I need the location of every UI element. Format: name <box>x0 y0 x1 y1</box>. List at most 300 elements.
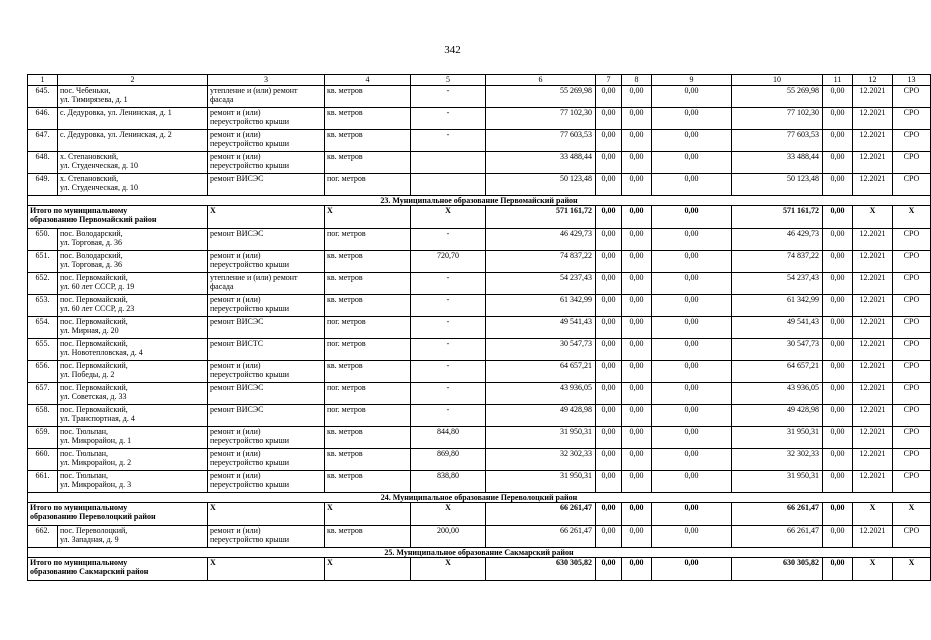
local-budget: 0,00 <box>652 526 732 548</box>
subtotal-quantity: X <box>411 206 486 229</box>
fund-support: 0,00 <box>596 471 622 493</box>
column-header: 13 <box>893 75 931 86</box>
subtotal-owners-funds: 571 161,72 <box>732 206 823 229</box>
work-type: ремонт и (или) переустройство крыши <box>208 108 325 130</box>
specific-cost: 0,00 <box>823 108 853 130</box>
method: СРО <box>893 449 931 471</box>
quantity: - <box>411 339 486 361</box>
work-type: ремонт и (или) переустройство крыши <box>208 449 325 471</box>
table-row <box>28 471 931 493</box>
table-row <box>28 251 931 273</box>
address: пос. Первомайский, ул. Мирная, д. 20 <box>58 317 208 339</box>
column-header: 8 <box>622 75 652 86</box>
budget-subject: 0,00 <box>622 295 652 317</box>
work-type: ремонт и (или) переустройство крыши <box>208 152 325 174</box>
end-date: 12.2021 <box>853 108 893 130</box>
total-cost: 66 261,47 <box>486 526 596 548</box>
owners-funds: 61 342,99 <box>732 295 823 317</box>
total-cost: 33 488,44 <box>486 152 596 174</box>
fund-support: 0,00 <box>596 317 622 339</box>
address: пос. Володарский, ул. Торговая, д. 36 <box>58 229 208 251</box>
owners-funds: 31 950,31 <box>732 427 823 449</box>
work-type: ремонт ВИСЭС <box>208 405 325 427</box>
budget-subject: 0,00 <box>622 361 652 383</box>
quantity: - <box>411 317 486 339</box>
row-number: 647. <box>28 130 58 152</box>
work-type: ремонт и (или) переустройство крыши <box>208 526 325 548</box>
address: пос. Первомайский, ул. 60 лет СССР, д. 19 <box>58 273 208 295</box>
subtotal-fund-support: 0,00 <box>596 206 622 229</box>
quantity: - <box>411 229 486 251</box>
section-heading: 23. Муниципальное образование Первомайский район <box>28 196 931 206</box>
end-date: 12.2021 <box>853 526 893 548</box>
address: с. Дедуровка, ул. Ленинская, д. 1 <box>58 108 208 130</box>
local-budget: 0,00 <box>652 405 732 427</box>
table-row <box>28 108 931 130</box>
specific-cost: 0,00 <box>823 339 853 361</box>
total-cost: 43 936,05 <box>486 383 596 405</box>
row-number: 645. <box>28 86 58 108</box>
owners-funds: 31 950,31 <box>732 471 823 493</box>
end-date: 12.2021 <box>853 130 893 152</box>
work-type: утепление и (или) ремонт фасада <box>208 273 325 295</box>
local-budget: 0,00 <box>652 361 732 383</box>
method: СРО <box>893 86 931 108</box>
local-budget: 0,00 <box>652 229 732 251</box>
work-type: ремонт и (или) переустройство крыши <box>208 130 325 152</box>
end-date: 12.2021 <box>853 339 893 361</box>
table-row <box>28 361 931 383</box>
budget-subject: 0,00 <box>622 339 652 361</box>
specific-cost: 0,00 <box>823 251 853 273</box>
address: х. Степановский, ул. Студенческая, д. 10 <box>58 152 208 174</box>
subtotal-owners-funds: 66 261,47 <box>732 503 823 526</box>
end-date: 12.2021 <box>853 427 893 449</box>
budget-subject: 0,00 <box>622 471 652 493</box>
row-number: 656. <box>28 361 58 383</box>
fund-support: 0,00 <box>596 108 622 130</box>
subtotal-local-budget: 0,00 <box>652 503 732 526</box>
end-date: 12.2021 <box>853 229 893 251</box>
local-budget: 0,00 <box>652 152 732 174</box>
subtotal-total-cost: 571 161,72 <box>486 206 596 229</box>
method: СРО <box>893 251 931 273</box>
table-row <box>28 295 931 317</box>
specific-cost: 0,00 <box>823 152 853 174</box>
total-cost: 46 429,73 <box>486 229 596 251</box>
quantity: - <box>411 108 486 130</box>
budget-subject: 0,00 <box>622 449 652 471</box>
subtotal-total-cost: 66 261,47 <box>486 503 596 526</box>
subtotal-fund-support: 0,00 <box>596 558 622 581</box>
method: СРО <box>893 130 931 152</box>
total-cost: 61 342,99 <box>486 295 596 317</box>
work-type: ремонт ВИСЭС <box>208 174 325 196</box>
method: СРО <box>893 152 931 174</box>
specific-cost: 0,00 <box>823 405 853 427</box>
local-budget: 0,00 <box>652 108 732 130</box>
address: пос. Первомайский, ул. 60 лет СССР, д. 23 <box>58 295 208 317</box>
quantity: - <box>411 361 486 383</box>
subtotal-work-type: X <box>208 206 325 229</box>
column-header: 1 <box>28 75 58 86</box>
owners-funds: 54 237,43 <box>732 273 823 295</box>
specific-cost: 0,00 <box>823 526 853 548</box>
budget-subject: 0,00 <box>622 229 652 251</box>
table-row <box>28 273 931 295</box>
specific-cost: 0,00 <box>823 273 853 295</box>
section-heading-row <box>28 196 931 206</box>
specific-cost: 0,00 <box>823 427 853 449</box>
address: пос. Тюльпан, ул. Микрорайон, д. 1 <box>58 427 208 449</box>
table-row <box>28 86 931 108</box>
budget-subject: 0,00 <box>622 251 652 273</box>
page-number: 342 <box>444 44 461 56</box>
unit: пог. метров <box>325 317 411 339</box>
subtotal-method: X <box>893 558 931 581</box>
subtotal-unit: X <box>325 206 411 229</box>
work-type: ремонт и (или) переустройство крыши <box>208 427 325 449</box>
table-row <box>28 229 931 251</box>
method: СРО <box>893 427 931 449</box>
owners-funds: 32 302,33 <box>732 449 823 471</box>
local-budget: 0,00 <box>652 174 732 196</box>
row-number: 648. <box>28 152 58 174</box>
specific-cost: 0,00 <box>823 317 853 339</box>
quantity: 720,70 <box>411 251 486 273</box>
unit: пог. метров <box>325 174 411 196</box>
total-cost: 77 102,30 <box>486 108 596 130</box>
budget-subject: 0,00 <box>622 273 652 295</box>
local-budget: 0,00 <box>652 383 732 405</box>
quantity: - <box>411 405 486 427</box>
subtotal-unit: X <box>325 558 411 581</box>
quantity: 844,80 <box>411 427 486 449</box>
quantity: - <box>411 130 486 152</box>
column-header: 12 <box>853 75 893 86</box>
fund-support: 0,00 <box>596 251 622 273</box>
column-header: 11 <box>823 75 853 86</box>
end-date: 12.2021 <box>853 152 893 174</box>
address: пос. Первомайский, ул. Победы, д. 2 <box>58 361 208 383</box>
owners-funds: 43 936,05 <box>732 383 823 405</box>
unit: кв. метров <box>325 449 411 471</box>
local-budget: 0,00 <box>652 251 732 273</box>
subtotal-specific-cost: 0,00 <box>823 503 853 526</box>
table-row <box>28 526 931 548</box>
fund-support: 0,00 <box>596 174 622 196</box>
fund-support: 0,00 <box>596 361 622 383</box>
owners-funds: 55 269,98 <box>732 86 823 108</box>
quantity: - <box>411 383 486 405</box>
owners-funds: 33 488,44 <box>732 152 823 174</box>
subtotal-specific-cost: 0,00 <box>823 206 853 229</box>
total-cost: 77 603,53 <box>486 130 596 152</box>
total-cost: 74 837,22 <box>486 251 596 273</box>
budget-subject: 0,00 <box>622 152 652 174</box>
local-budget: 0,00 <box>652 130 732 152</box>
section-heading-row <box>28 548 931 558</box>
method: СРО <box>893 361 931 383</box>
method: СРО <box>893 339 931 361</box>
row-number: 652. <box>28 273 58 295</box>
row-number: 653. <box>28 295 58 317</box>
budget-subject: 0,00 <box>622 526 652 548</box>
fund-support: 0,00 <box>596 526 622 548</box>
total-cost: 49 428,98 <box>486 405 596 427</box>
row-number: 655. <box>28 339 58 361</box>
address: пос. Первомайский, ул. Советская, д. 33 <box>58 383 208 405</box>
end-date: 12.2021 <box>853 471 893 493</box>
unit: кв. метров <box>325 526 411 548</box>
local-budget: 0,00 <box>652 427 732 449</box>
subtotal-end-date: X <box>853 206 893 229</box>
method: СРО <box>893 405 931 427</box>
unit: пог. метров <box>325 383 411 405</box>
table-row <box>28 174 931 196</box>
owners-funds: 46 429,73 <box>732 229 823 251</box>
subtotal-label: Итого по муниципальному образованию Переволоцкий район <box>28 503 208 526</box>
method: СРО <box>893 295 931 317</box>
specific-cost: 0,00 <box>823 174 853 196</box>
subtotal-method: X <box>893 206 931 229</box>
end-date: 12.2021 <box>853 174 893 196</box>
subtotal-end-date: X <box>853 558 893 581</box>
row-number: 650. <box>28 229 58 251</box>
unit: пог. метров <box>325 229 411 251</box>
unit: кв. метров <box>325 361 411 383</box>
work-type: ремонт и (или) переустройство крыши <box>208 361 325 383</box>
subtotal-fund-support: 0,00 <box>596 503 622 526</box>
end-date: 12.2021 <box>853 273 893 295</box>
local-budget: 0,00 <box>652 295 732 317</box>
work-type: ремонт и (или) переустройство крыши <box>208 251 325 273</box>
total-cost: 49 541,43 <box>486 317 596 339</box>
column-header: 5 <box>411 75 486 86</box>
row-number: 660. <box>28 449 58 471</box>
row-number: 659. <box>28 427 58 449</box>
table-row <box>28 449 931 471</box>
address: пос. Чебеньки, ул. Тимирязева, д. 1 <box>58 86 208 108</box>
subtotal-quantity: X <box>411 503 486 526</box>
end-date: 12.2021 <box>853 251 893 273</box>
row-number: 658. <box>28 405 58 427</box>
table-row <box>28 383 931 405</box>
unit: кв. метров <box>325 295 411 317</box>
total-cost: 31 950,31 <box>486 427 596 449</box>
quantity: - <box>411 295 486 317</box>
budget-subject: 0,00 <box>622 130 652 152</box>
owners-funds: 49 428,98 <box>732 405 823 427</box>
work-type: ремонт ВИСЭС <box>208 229 325 251</box>
method: СРО <box>893 471 931 493</box>
total-cost: 54 237,43 <box>486 273 596 295</box>
column-header: 7 <box>596 75 622 86</box>
address: пос. Тюльпан, ул. Микрорайон, д. 3 <box>58 471 208 493</box>
table-row <box>28 317 931 339</box>
owners-funds: 74 837,22 <box>732 251 823 273</box>
owners-funds: 30 547,73 <box>732 339 823 361</box>
specific-cost: 0,00 <box>823 471 853 493</box>
unit: кв. метров <box>325 152 411 174</box>
subtotal-row <box>28 558 931 581</box>
address: с. Дедуровка, ул. Ленинская, д. 2 <box>58 130 208 152</box>
table-row <box>28 339 931 361</box>
row-number: 651. <box>28 251 58 273</box>
subtotal-end-date: X <box>853 503 893 526</box>
local-budget: 0,00 <box>652 273 732 295</box>
quantity <box>411 174 486 196</box>
specific-cost: 0,00 <box>823 361 853 383</box>
quantity: - <box>411 273 486 295</box>
subtotal-specific-cost: 0,00 <box>823 558 853 581</box>
end-date: 12.2021 <box>853 405 893 427</box>
subtotal-work-type: X <box>208 503 325 526</box>
subtotal-work-type: X <box>208 558 325 581</box>
work-type: ремонт ВИСТС <box>208 339 325 361</box>
subtotal-local-budget: 0,00 <box>652 558 732 581</box>
specific-cost: 0,00 <box>823 130 853 152</box>
owners-funds: 66 261,47 <box>732 526 823 548</box>
fund-support: 0,00 <box>596 229 622 251</box>
table-row <box>28 130 931 152</box>
unit: кв. метров <box>325 251 411 273</box>
subtotal-row <box>28 206 931 229</box>
specific-cost: 0,00 <box>823 449 853 471</box>
end-date: 12.2021 <box>853 86 893 108</box>
owners-funds: 50 123,48 <box>732 174 823 196</box>
table-row <box>28 405 931 427</box>
budget-subject: 0,00 <box>622 427 652 449</box>
subtotal-owners-funds: 630 305,82 <box>732 558 823 581</box>
subtotal-unit: X <box>325 503 411 526</box>
section-heading: 25. Муниципальное образование Сакмарский район <box>28 548 931 558</box>
subtotal-label: Итого по муниципальному образованию Сакмарский район <box>28 558 208 581</box>
fund-support: 0,00 <box>596 339 622 361</box>
work-type: утепление и (или) ремонт фасада <box>208 86 325 108</box>
total-cost: 55 269,98 <box>486 86 596 108</box>
budget-subject: 0,00 <box>622 383 652 405</box>
end-date: 12.2021 <box>853 361 893 383</box>
budget-subject: 0,00 <box>622 174 652 196</box>
column-header: 3 <box>208 75 325 86</box>
local-budget: 0,00 <box>652 86 732 108</box>
fund-support: 0,00 <box>596 383 622 405</box>
work-type: ремонт ВИСЭС <box>208 317 325 339</box>
table-row <box>28 427 931 449</box>
unit: кв. метров <box>325 471 411 493</box>
section-heading-row <box>28 493 931 503</box>
fund-support: 0,00 <box>596 273 622 295</box>
address: пос. Первомайский, ул. Транспортная, д. 4 <box>58 405 208 427</box>
subtotal-row <box>28 503 931 526</box>
column-header: 4 <box>325 75 411 86</box>
address: пос. Володарский, ул. Торговая, д. 36 <box>58 251 208 273</box>
work-type: ремонт и (или) переустройство крыши <box>208 295 325 317</box>
local-budget: 0,00 <box>652 449 732 471</box>
budget-subject: 0,00 <box>622 86 652 108</box>
total-cost: 64 657,21 <box>486 361 596 383</box>
row-number: 657. <box>28 383 58 405</box>
method: СРО <box>893 317 931 339</box>
subtotal-method: X <box>893 503 931 526</box>
row-number: 661. <box>28 471 58 493</box>
method: СРО <box>893 526 931 548</box>
unit: кв. метров <box>325 273 411 295</box>
section-heading: 24. Муниципальное образование Переволоцкий район <box>28 493 931 503</box>
specific-cost: 0,00 <box>823 229 853 251</box>
address: пос. Переволоцкий, ул. Западная, д. 9 <box>58 526 208 548</box>
method: СРО <box>893 273 931 295</box>
subtotal-total-cost: 630 305,82 <box>486 558 596 581</box>
work-type: ремонт и (или) переустройство крыши <box>208 471 325 493</box>
address: х. Степановский, ул. Студенческая, д. 10 <box>58 174 208 196</box>
owners-funds: 77 102,30 <box>732 108 823 130</box>
row-number: 662. <box>28 526 58 548</box>
address: пос. Тюльпан, ул. Микрорайон, д. 2 <box>58 449 208 471</box>
method: СРО <box>893 174 931 196</box>
end-date: 12.2021 <box>853 295 893 317</box>
row-number: 646. <box>28 108 58 130</box>
fund-support: 0,00 <box>596 86 622 108</box>
owners-funds: 64 657,21 <box>732 361 823 383</box>
fund-support: 0,00 <box>596 427 622 449</box>
unit: кв. метров <box>325 108 411 130</box>
column-header: 2 <box>58 75 208 86</box>
quantity: - <box>411 86 486 108</box>
total-cost: 32 302,33 <box>486 449 596 471</box>
unit: кв. метров <box>325 130 411 152</box>
row-number: 649. <box>28 174 58 196</box>
local-budget: 0,00 <box>652 339 732 361</box>
column-header: 6 <box>486 75 596 86</box>
specific-cost: 0,00 <box>823 86 853 108</box>
address: пос. Первомайский, ул. Новотепловская, д. 4 <box>58 339 208 361</box>
table-row <box>28 152 931 174</box>
local-budget: 0,00 <box>652 471 732 493</box>
budget-subject: 0,00 <box>622 108 652 130</box>
fund-support: 0,00 <box>596 405 622 427</box>
method: СРО <box>893 383 931 405</box>
owners-funds: 49 541,43 <box>732 317 823 339</box>
table-header-row <box>28 75 931 86</box>
subtotal-budget-subject: 0,00 <box>622 503 652 526</box>
total-cost: 50 123,48 <box>486 174 596 196</box>
method: СРО <box>893 108 931 130</box>
column-header: 10 <box>732 75 823 86</box>
budget-subject: 0,00 <box>622 317 652 339</box>
unit: кв. метров <box>325 427 411 449</box>
end-date: 12.2021 <box>853 449 893 471</box>
fund-support: 0,00 <box>596 152 622 174</box>
column-header: 9 <box>652 75 732 86</box>
quantity: 869,80 <box>411 449 486 471</box>
fund-support: 0,00 <box>596 449 622 471</box>
program-table <box>27 74 931 581</box>
fund-support: 0,00 <box>596 295 622 317</box>
owners-funds: 77 603,53 <box>732 130 823 152</box>
quantity: 838,80 <box>411 471 486 493</box>
total-cost: 31 950,31 <box>486 471 596 493</box>
local-budget: 0,00 <box>652 317 732 339</box>
unit: пог. метров <box>325 405 411 427</box>
subtotal-budget-subject: 0,00 <box>622 206 652 229</box>
quantity: 200,00 <box>411 526 486 548</box>
budget-subject: 0,00 <box>622 405 652 427</box>
specific-cost: 0,00 <box>823 383 853 405</box>
end-date: 12.2021 <box>853 383 893 405</box>
unit: кв. метров <box>325 86 411 108</box>
